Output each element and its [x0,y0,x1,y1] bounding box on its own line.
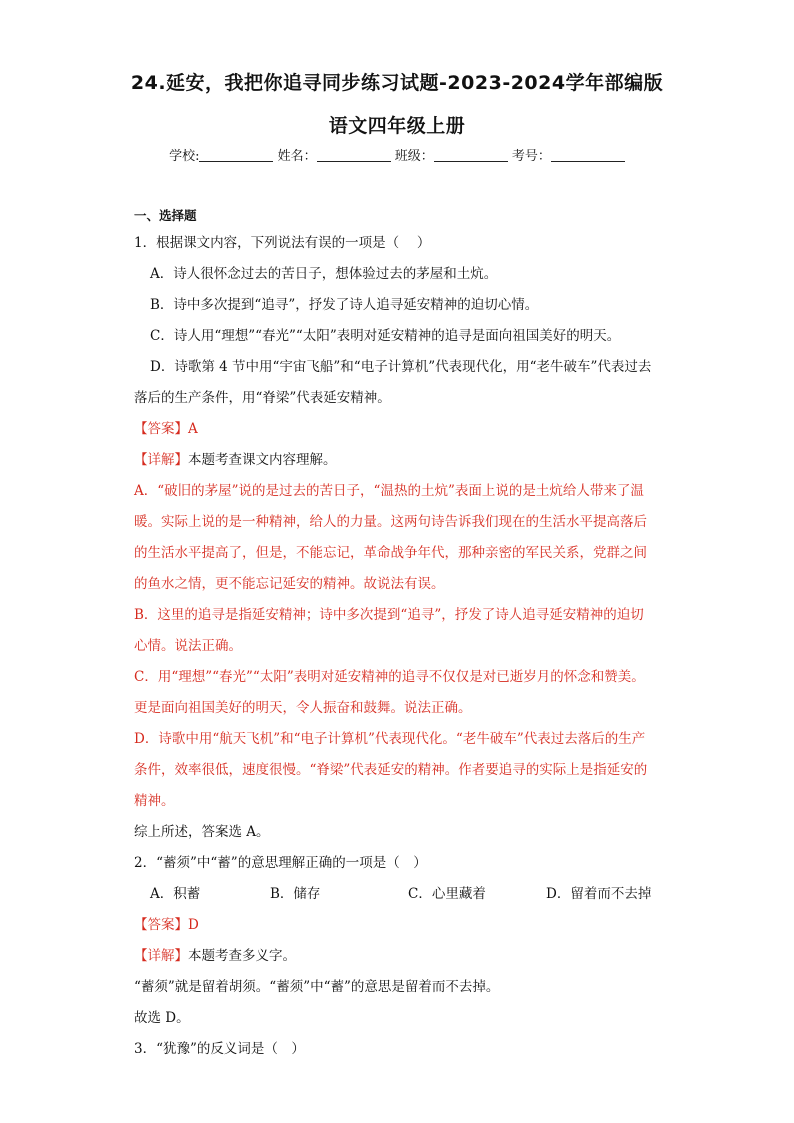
q2-conclusion: 故选 D。 [134,1010,190,1026]
q1-option-c: C．诗人用“理想”“春光”“太阳”表明对延安精神的追寻是面向祖国美好的明天。 [150,328,621,344]
name-blank [317,149,391,162]
q2-option-a: A．积蓄 [150,886,201,902]
name-label: 姓名： [277,149,317,164]
school-label: 学校: [169,149,200,164]
q2-answer: 【答案】D [134,917,199,933]
q2-option-c: C．心里藏着 [408,886,486,902]
q1-option-a: A．诗人很怀念过去的苦日子，想体验过去的茅屋和土炕。 [150,266,498,282]
q1-option-b: B．诗中多次提到“追寻”，抒发了诗人追寻延安精神的迫切心情。 [150,297,539,313]
q1-option-d-line1: D．诗歌第 4 节中用“宇宙飞船”和“电子计算机”代表现代化，用“老牛破车”代表过去 [150,359,652,375]
q1-explanation-line: 条件，效率很低，速度很慢。“脊梁”代表延安的精神。作者要追寻的实际上是指延安的 [134,762,648,778]
q1-stem: 1．根据课文内容，下列说法有误的一项是（ ） [134,235,431,251]
q1-explanation-line: 更是面向祖国美好的明天，令人振奋和鼓舞。说法正确。 [134,700,472,716]
exam-no-label: 考号： [511,149,551,164]
q1-explanation-line: 的鱼水之情，更不能忘记延安的精神。故说法有误。 [134,576,445,592]
q1-explanation-line: 精神。 [134,793,175,809]
q2-detail-heading [134,946,296,966]
q1-explanation-line: C．用“理想”“春光”“太阳”表明对延安精神的追寻不仅仅是对已逝岁月的怀念和赞美。 [134,669,645,685]
q1-conclusion: 综上所述，答案选 A。 [134,824,270,840]
q2-detail-tag: 【详解】 [134,948,188,964]
q1-option-d-line2: 落后的生产条件，用“脊梁”代表延安精神。 [134,390,391,406]
q2-detail-text: 本题考查多义字。 [188,948,296,964]
q1-detail-heading [134,450,337,470]
class-label: 班级： [394,149,434,164]
q1-answer: 【答案】A [134,421,198,437]
school-blank [199,149,273,162]
q1-explanation-line: 的生活水平提高了，但是，不能忘记，革命战争年代，那种亲密的军民关系，党群之间 [134,545,647,561]
q1-explanation-line: B．这里的追寻是指延安精神；诗中多次提到“追寻”，抒发了诗人追寻延安精神的迫切 [134,607,644,623]
q1-detail-tag: 【详解】 [134,452,188,468]
q1-detail-text: 本题考查课文内容理解。 [188,452,337,468]
q1-explanation-line: 心情。说法正确。 [134,638,242,654]
q1-explanation-line: D．诗歌中用“航天飞机”和“电子计算机”代表现代化。“老牛破车”代表过去落后的生产 [134,731,646,747]
section-heading: 一、选择题 [134,208,197,223]
q2-option-d: D．留着而不去掉 [546,886,652,902]
q1-explanation-line: A．“破旧的茅屋”说的是过去的苦日子，“温热的土炕”表面上说的是土炕给人带来了温 [134,483,644,499]
exam-no-blank [551,149,625,162]
q3-stem: 3．“犹豫”的反义词是（ ） [134,1041,305,1057]
title-line-2: 语文四年级上册 [328,115,466,137]
student-info-row [0,145,794,164]
title-line-1: 24.延安，我把你追寻同步练习试题-2023-2024学年部编版 [130,72,664,94]
q1-explanation-line: 暖。实际上说的是一种精神，给人的力量。这两句诗告诉我们现在的生活水平提高落后 [134,514,647,530]
class-blank [434,149,508,162]
q2-explanation: “蓄须”就是留着胡须。“蓄须”中“蓄”的意思是留着而不去掉。 [134,979,500,995]
q2-stem: 2．“蓄须”中“蓄”的意思理解正确的一项是（ ） [134,855,427,871]
q2-option-b: B．储存 [270,886,321,902]
